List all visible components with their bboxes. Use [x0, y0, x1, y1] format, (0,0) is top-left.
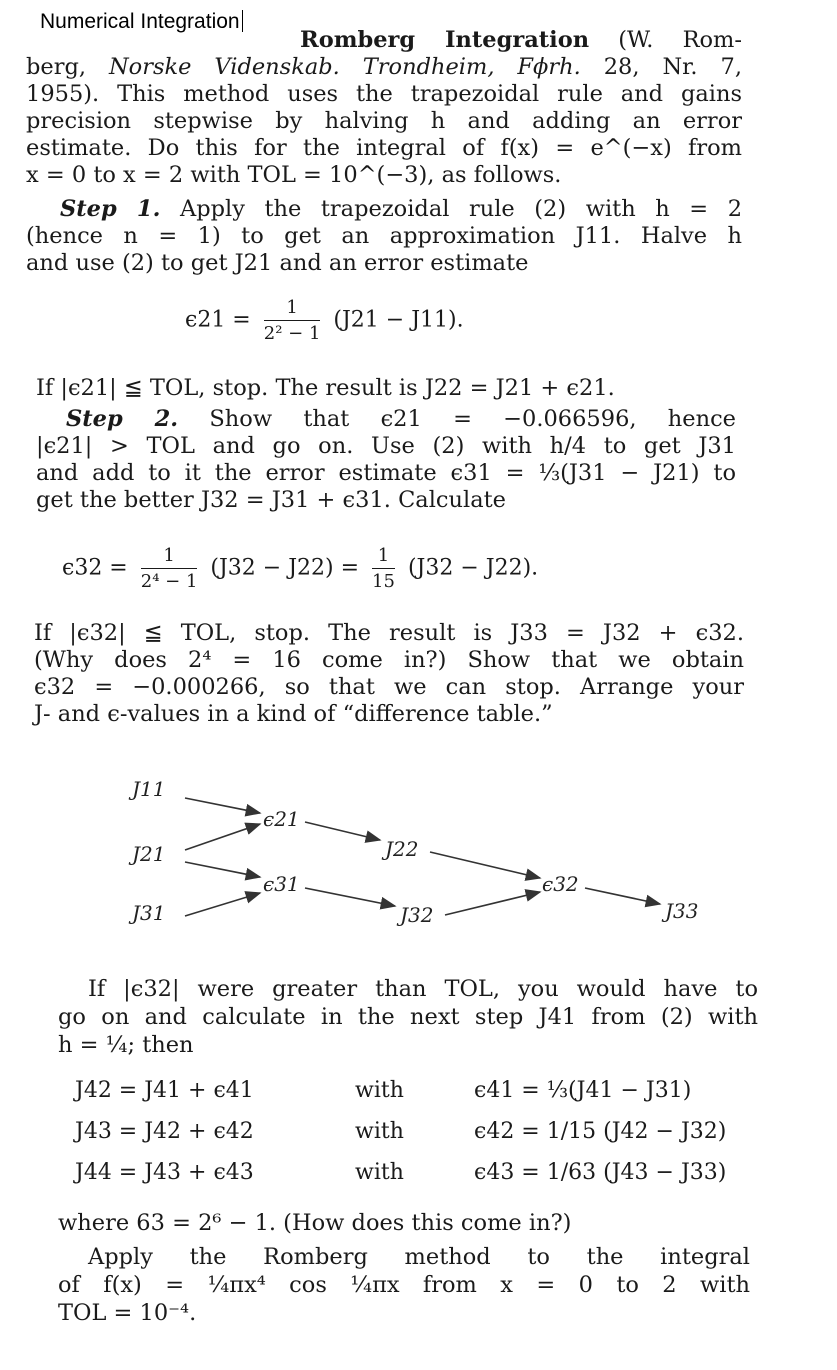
step2-line-3: and add to it the error estimate ϵ31 = ⅓(J31 − J21) to [36, 460, 736, 486]
intro-line-2: berg, Norske Videnskab. Trondheim, Fϕrh. 28, Nr. 7, [26, 54, 742, 80]
arrow-J11-e21 [185, 798, 260, 813]
difference-table-diagram [110, 770, 730, 940]
apply-line-3: TOL = 10⁻⁴. [58, 1300, 197, 1326]
node-e21: ϵ21 [263, 807, 300, 831]
arrow-e32-J33 [585, 888, 660, 904]
intro-line-4: precision stepwise by halving h and adding an error [26, 108, 742, 134]
next-line-1: If |ϵ32| were greater than TOL, you would have to [88, 976, 758, 1002]
node-J22: J22 [385, 837, 419, 861]
arrow-J31-e31 [185, 893, 260, 916]
table-row-3-with: with [355, 1160, 404, 1185]
intro-citation: Norske Videnskab. Trondheim, Fϕrh. [108, 54, 581, 80]
page-title[interactable]: Numerical Integration [40, 10, 243, 34]
intro-line-1 [300, 27, 742, 54]
arrow-J21-e21 [185, 824, 260, 850]
next-line-2: go on and calculate in the next step J41 from (2) with [58, 1004, 758, 1030]
fraction: $\frac{1}{15}$ [372, 545, 395, 592]
intro-author: (W. Rom- [618, 27, 742, 53]
arrow-e21-J22 [305, 822, 380, 840]
equation-eps21: ϵ21 = $\frac{1}{\text{2² − 1}}$ (J21 − J11). [185, 297, 464, 344]
stop2-line-1: If |ϵ32| ≦ TOL, stop. The result is J33 = J32 + ϵ32. [34, 620, 744, 646]
table-row-3-left: J44 = J43 + ϵ43 [75, 1160, 254, 1185]
node-J33: J33 [665, 899, 699, 923]
arrow-J22-e32 [430, 852, 540, 878]
table-row-2-right: ϵ42 = 1/15 (J42 − J32) [474, 1119, 727, 1144]
step1-line-2: (hence n = 1) to get an approximation J11. Halve h [26, 223, 742, 249]
step2-line-4: get the better J32 = J31 + ϵ31. Calculate [36, 487, 506, 513]
arrow-J21-e31 [185, 862, 260, 877]
node-e31: ϵ31 [263, 872, 300, 896]
step1-label: Step 1. [60, 196, 161, 222]
intro-heading: Romberg Integration [300, 27, 590, 53]
next-line-3: h = ¼; then [58, 1032, 194, 1058]
table-row-1-with: with [355, 1078, 404, 1103]
stop2-line-4: J- and ϵ-values in a kind of “difference table.” [34, 701, 553, 727]
node-J31: J31 [132, 901, 166, 925]
stop2-line-2: (Why does 2⁴ = 16 come in?) Show that we obtain [34, 647, 744, 673]
fraction: $\frac{1}{\text{2⁴ − 1}}$ [140, 545, 198, 592]
intro-line-5: estimate. Do this for the integral of f(x) = e^(−x) from [26, 135, 742, 161]
apply-line-1: Apply the Romberg method to the integral [88, 1244, 750, 1270]
step1-line-3: and use (2) to get J21 and an error estimate [26, 250, 529, 276]
table-row-1-right: ϵ41 = ⅓(J41 − J31) [474, 1078, 692, 1103]
step2-line-2: |ϵ21| > TOL and go on. Use (2) with h/4 to get J31 [36, 433, 736, 459]
fraction: $\frac{1}{\text{2² − 1}}$ [263, 297, 321, 344]
table-row-3-right: ϵ43 = 1/63 (J43 − J33) [474, 1160, 727, 1185]
table-row-2-with: with [355, 1119, 404, 1144]
where-line: where 63 = 2⁶ − 1. (How does this come in?) [58, 1210, 572, 1236]
stop1-line: If |ϵ21| ≦ TOL, stop. The result is J22 = J21 + ϵ21. [36, 375, 615, 401]
node-e32: ϵ32 [542, 872, 579, 896]
table-row-1-left: J42 = J41 + ϵ41 [75, 1078, 254, 1103]
step2-label: Step 2. [66, 406, 179, 432]
intro-line-6: x = 0 to x = 2 with TOL = 10^(−3), as follows. [26, 162, 562, 188]
intro-line-3: 1955). This method uses the trapezoidal rule and gains [26, 81, 742, 107]
stop2-line-3: ϵ32 = −0.000266, so that we can stop. Arrange your [34, 674, 744, 700]
step2-line-1: Step 2. Show that ϵ21 = −0.066596, hence [36, 406, 736, 433]
arrow-J32-e32 [445, 892, 540, 915]
text-cursor [242, 10, 243, 32]
node-J11: J11 [132, 777, 166, 801]
step1-line-1: Step 1. Apply the trapezoidal rule (2) with h = 2 [26, 196, 742, 223]
arrow-e31-J32 [305, 888, 395, 906]
apply-line-2: of f(x) = ¼πx⁴ cos ¼πx from x = 0 to 2 with [58, 1272, 750, 1298]
table-row-2-left: J43 = J42 + ϵ42 [75, 1119, 254, 1144]
node-J32: J32 [400, 903, 434, 927]
node-J21: J21 [132, 842, 166, 866]
equation-eps32: ϵ32 = $\frac{1}{\text{2⁴ − 1}}$ (J32 − J22) = $\frac{1}{15}$ (J32 − J22). [62, 545, 539, 592]
